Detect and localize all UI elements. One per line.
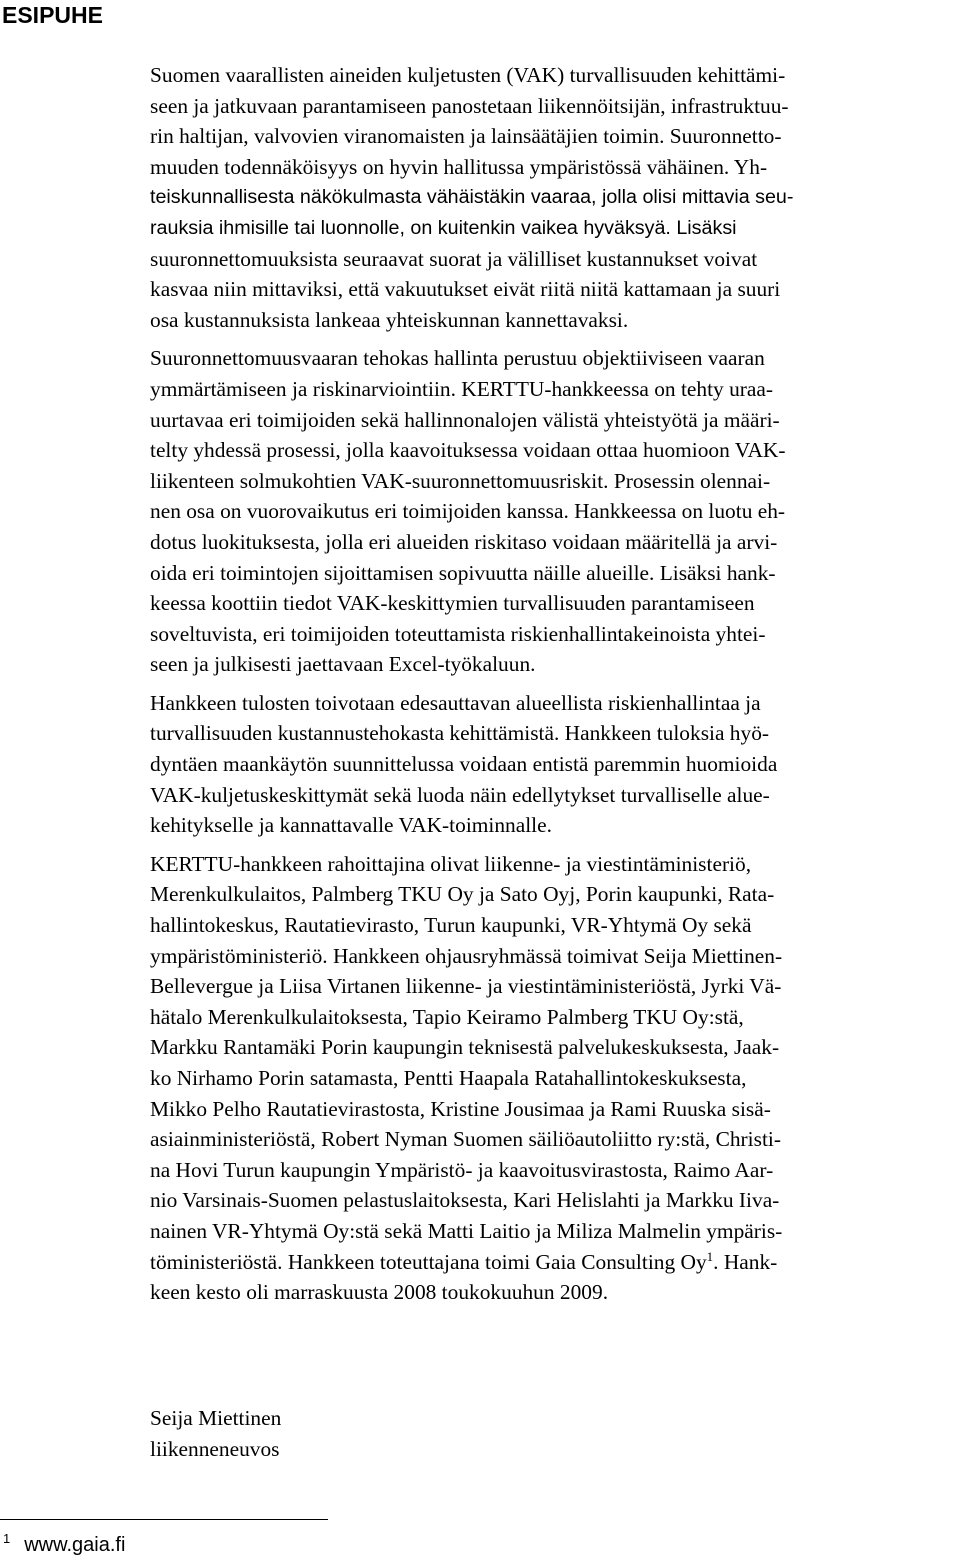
- text-line: osa kustannuksista lankeaa yhteiskunnan kannettavaksi.: [150, 307, 629, 332]
- text-line: asiainministeriöstä, Robert Nyman Suomen säiliöautoliitto ry:stä, Christi-: [150, 1127, 781, 1152]
- text-segment: . Hank-: [713, 1249, 778, 1274]
- text-line: oida eri toimintojen sijoittamisen sopivuutta näille alueille. Lisäksi hank-: [150, 560, 776, 585]
- text-line: ympäristöministeriö. Hankkeen ohjausryhmässä toimivat Seija Miettinen-: [150, 943, 783, 968]
- text-line: Merenkulkulaitos, Palmberg TKU Oy ja Sato Oyj, Porin kaupunki, Rata-: [150, 882, 775, 907]
- signature-block: [150, 1403, 281, 1464]
- text-line: Markku Rantamäki Porin kaupungin teknisestä palvelukeskuksesta, Jaak-: [150, 1035, 780, 1060]
- text-line: dyntäen maankäytön suunnittelussa voidaan entistä paremmin huomioida: [150, 752, 778, 777]
- paragraph-4: [150, 849, 930, 1308]
- text-line: seen ja jatkuvaan parantamiseen panostetaan liikennöitsijän, infrastruktuu-: [150, 93, 789, 118]
- preface-body: [150, 60, 930, 1308]
- text-line: uurtavaa eri toimijoiden sekä hallinnonalojen välistä yhteistyötä ja määri-: [150, 407, 780, 432]
- footnote-divider: [0, 1519, 328, 1520]
- text-line: rin haltijan, valvovien viranomaisten ja lainsäätäjien toimin. Suuronnetto-: [150, 124, 782, 149]
- text-line: turvallisuuden kustannustehokasta kehittämistä. Hankkeen tuloksia hyö-: [150, 721, 770, 746]
- text-line: nen osa on vuorovaikutus eri toimijoiden kanssa. Hankkeessa on luotu eh-: [150, 499, 786, 524]
- text-line: liikenteen solmukohtien VAK-suuronnettomuusriskit. Prosessin olennai-: [150, 468, 771, 493]
- text-line: nainen VR-Yhtymä Oy:stä sekä Matti Laitio ja Miliza Malmelin ympäris-: [150, 1218, 783, 1243]
- footnote: [3, 1530, 125, 1560]
- page-heading: ESIPUHE: [2, 2, 103, 28]
- text-line: Suomen vaarallisten aineiden kuljetusten (VAK) turvallisuuden kehittämi-: [150, 63, 786, 87]
- text-line: teiskunnallisesta näkökulmasta vähäistäkin vaaraa, jolla olisi mittavia seu-: [150, 186, 794, 209]
- text-line: keen kesto oli marraskuusta 2008 toukokuuhun 2009.: [150, 1280, 609, 1305]
- text-line: soveltuvista, eri toimijoiden toteuttamista riskienhallintakeinoista yhtei-: [150, 621, 766, 646]
- text-line: VAK-kuljetuskeskittymät sekä luoda näin edellytykset turvalliselle alue-: [150, 782, 770, 807]
- text-line: kasvaa niin mittaviksi, että vakuutukset eivät riitä niitä kattamaan ja suuri: [150, 277, 781, 302]
- footnote-mark: 1: [3, 1531, 11, 1546]
- text-line: hallintokeskus, Rautatievirasto, Turun kaupunki, VR-Yhtymä Oy sekä: [150, 913, 752, 938]
- text-line: ko Nirhamo Porin satamasta, Pentti Haapala Ratahallintokeskuksesta,: [150, 1066, 747, 1090]
- text-line: rauksia ihmisille tai luonnolle, on kuitenkin vaikea hyväksyä. Lisäksi: [150, 216, 737, 239]
- text-line: hätalo Merenkulkulaitoksesta, Tapio Keiramo Palmberg TKU Oy:stä,: [150, 1004, 744, 1029]
- paragraph-3: [150, 688, 930, 841]
- signature-name: Seija Miettinen: [150, 1406, 282, 1430]
- text-line: dotus luokituksesta, jolla eri alueiden riskitaso voidaan määritellä ja arvi-: [150, 529, 778, 554]
- paragraph-2: [150, 343, 930, 680]
- text-line: suuronnettomuuksista seuraavat suorat ja välilliset kustannukset voivat: [150, 246, 758, 271]
- text-line: Suuronnettomuusvaaran tehokas hallinta perustuu objektiiviseen vaaran: [150, 346, 765, 371]
- text-line: ymmärtämiseen ja riskinarviointiin. KERTTU-hankkeessa on tehty uraa-: [150, 376, 774, 401]
- text-line: keessa koottiin tiedot VAK-keskittymien turvallisuuden parantamiseen: [150, 591, 755, 616]
- text-line: telty yhdessä prosessi, jolla kaavoituksessa voidaan ottaa huomioon VAK-: [150, 438, 786, 463]
- signature-title: liikenneneuvos: [150, 1436, 280, 1461]
- text-line: nio Varsinais-Suomen pelastuslaitoksesta, Kari Helislahti ja Markku Iiva-: [150, 1188, 780, 1213]
- text-line: Mikko Pelho Rautatievirastosta, Kristine Jousimaa ja Rami Ruuska sisä-: [150, 1096, 771, 1121]
- text-line: [150, 1247, 930, 1278]
- text-line: na Hovi Turun kaupungin Ympäristö- ja kaavoitusvirastosta, Raimo Aar-: [150, 1157, 774, 1182]
- footnote-link[interactable]: www.gaia.fi: [24, 1534, 126, 1556]
- footnote-reference: 1: [706, 1248, 714, 1264]
- text-line: seen ja julkisesti jaettavaan Excel-työkaluun.: [150, 652, 536, 677]
- paragraph-1: [150, 60, 930, 335]
- text-line: muuden todennäköisyys on hyvin hallitussa ympäristössä vähäinen. Yh-: [150, 154, 768, 179]
- text-segment: töministeriöstä. Hankkeen toteuttajana toimi Gaia Consulting Oy: [150, 1249, 707, 1274]
- text-line: KERTTU-hankkeen rahoittajina olivat liikenne- ja viestintäministeriö,: [150, 851, 752, 876]
- text-line: Hankkeen tulosten toivotaan edesauttavan alueellista riskienhallintaa ja: [150, 690, 761, 715]
- text-line: kehitykselle ja kannattavalle VAK-toiminnalle.: [150, 813, 552, 838]
- text-line: Bellevergue ja Liisa Virtanen liikenne- ja viestintäministeriöstä, Jyrki Vä-: [150, 974, 782, 999]
